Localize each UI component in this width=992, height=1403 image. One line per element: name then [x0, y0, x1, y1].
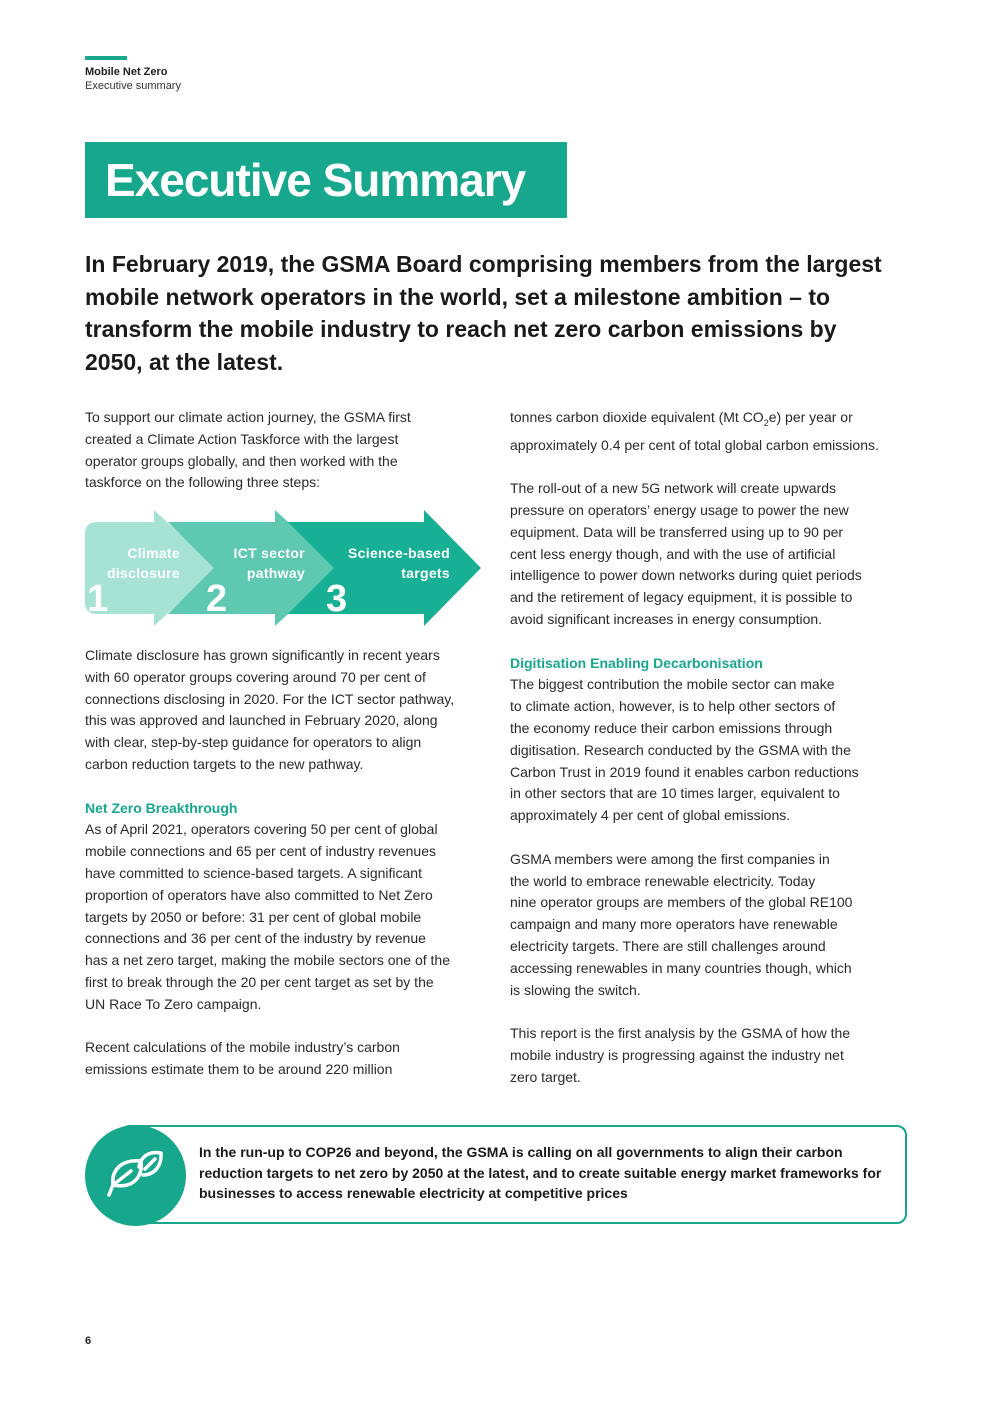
digitisation-paragraph: The biggest contribution the mobile sector can make to climate action, however, is to help other sectors of the economy reduce their carbon emissions through digitisation. Research conducted by the GSMA with the Carbon Trust in 2019 found it enables carbon reductions in other sectors that are 10 times larger, equivalent to approximately 4 per cent of global emissions.: [510, 676, 859, 824]
report-paragraph: This report is the first analysis by the GSMA of how the mobile industry is progressing against the industry net zero target.: [510, 1025, 851, 1085]
callout-text: In the run-up to COP26 and beyond, the GSMA is calling on all governments to align their carbon reduction targets to net zero by 2050 at the latest, and to create suitable energy market frameworks for businesses to access renewable electricity at competitive prices: [199, 1144, 882, 1201]
breakthrough-paragraph: As of April 2021, operators covering 50 per cent of global mobile connections and 65 per cent of industry revenues have committed to science-based targets. A significant proportion of operators have also committed to Net Zero targets by 2050 or before: 31 per cent of global mobile connections and 36 per cent of the industry by revenue has a net zero target, making the mobile sectors one of the first to break through the 20 per cent target as set by the UN Race To Zero campaign.: [85, 821, 450, 1012]
leaf-icon: [105, 1145, 166, 1206]
step-3-label: Science-based targets: [348, 545, 450, 581]
tonnes-paragraph: tonnes carbon dioxide equivalent (Mt $CO_2e$) per year or approximately 0.4 per cent of total global carbon emissions.: [510, 409, 879, 453]
step-3-number: 3: [326, 578, 348, 620]
members-paragraph: GSMA members were among the first companies in the world to embrace renewable electricity. Today nine operator groups are members of the global RE100 campaign and many more operators have renewable electricity targets. There are still challenges around accessing renewables in many countries though, which is slowing the switch.: [510, 850, 853, 998]
calculations-paragraph: Recent calculations of the mobile industry’s carbon emissions estimate them to be around 220 million: [85, 1039, 400, 1078]
running-header-subtitle: Executive summary: [85, 80, 181, 92]
intro-paragraph: To support our climate action journey, the GSMA first created a Climate Action Taskforce with the largest operator groups globally, and then worked with the taskforce on the following three steps:: [85, 409, 411, 491]
right-column: [510, 407, 910, 1089]
left-column-intro: [85, 407, 485, 494]
left-column-body: [85, 645, 485, 1081]
page-title: Executive Summary: [85, 142, 567, 218]
page-number: 6: [85, 1335, 92, 1347]
step-2-label: ICT sector pathway: [233, 545, 305, 581]
lead-paragraph: In February 2019, the GSMA Board comprising members from the largest mobile network operators in the world, set a milestone ambition – to transform the mobile industry to reach net zero carbon emissions by 2050, at the latest.: [85, 251, 882, 375]
net-zero-breakthrough-heading: Net Zero Breakthrough: [85, 799, 238, 816]
leaf-badge: [85, 1125, 186, 1226]
step-1-label: Climate disclosure: [106, 545, 180, 581]
step-1-number: 1: [87, 578, 109, 620]
digitisation-heading: Digitisation Enabling Decarbonisation: [510, 654, 763, 671]
rollout-paragraph: The roll-out of a new 5G network will create upwards pressure on operators’ energy usage to power the new equipment. Data will be transferred using up to 90 per cent less energy though, and with the use of artificial intelligence to power down networks during quiet periods and the retirement of legacy equipment, it is possible to avoid significant increases in energy consumption.: [510, 480, 862, 627]
three-steps-diagram: [85, 508, 485, 628]
running-header-title: Mobile Net Zero: [85, 66, 168, 78]
step-2-number: 2: [206, 578, 228, 620]
header-accent-bar: [85, 56, 127, 60]
disclosure-paragraph: Climate disclosure has grown significantly in recent years with 60 operator groups covering around 70 per cent of connections disclosing in 2020. For the ICT sector pathway, this was approved and launched in February 2020, along with clear, step-by-step guidance for operators to align carbon reduction targets to the new pathway.: [85, 647, 455, 772]
